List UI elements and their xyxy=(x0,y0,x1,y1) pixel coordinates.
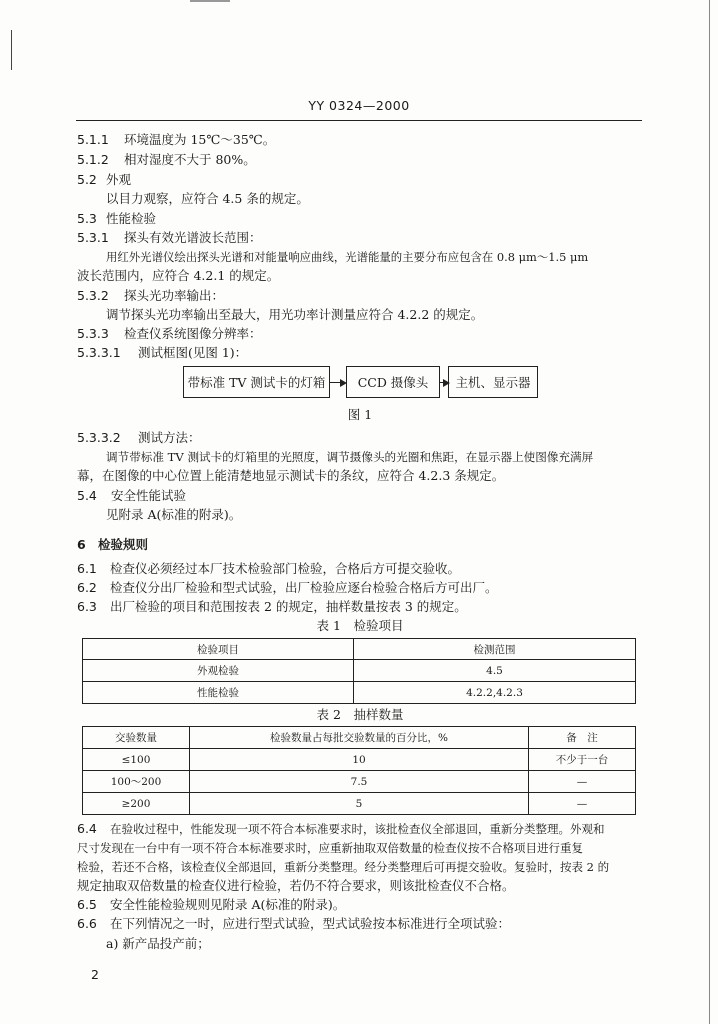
paragraph-line: 见附录 A(标准的附录)。 xyxy=(106,507,242,522)
clause-number: 5.3.3.1 xyxy=(77,345,121,360)
clause-text: 检查仪系统图像分辨率： xyxy=(124,326,262,341)
scan-edge-right xyxy=(709,0,710,1024)
clause-text: 测试框图(见图 1)： xyxy=(138,345,248,360)
chapter-number: 6 xyxy=(77,537,86,552)
paragraph-line: 幕，在图像的中心位置上能清楚地显示测试卡的条纹，应符合 4.2.3 条规定。 xyxy=(77,468,505,483)
figure-caption: 图 1 xyxy=(347,407,373,422)
clause-number: 5.3.3.2 xyxy=(77,430,121,445)
table-cell: 7.5 xyxy=(190,771,529,793)
table-cell: 10 xyxy=(190,749,529,771)
table-cell: 100～200 xyxy=(83,771,190,793)
table-cell: 4.2.2,4.2.3 xyxy=(354,682,636,704)
ccd-camera-block: CCD 摄像头 xyxy=(346,366,440,398)
clause-number: 6.5 xyxy=(77,897,97,912)
clause-number: 5.4 xyxy=(77,488,97,503)
paragraph-line: 尺寸发现在一台中有一项不符合本标准要求时，应重新抽取双倍数量的检查仪按不合格项目进行重复 xyxy=(77,841,583,855)
paragraph-line: 波长范围内，应符合 4.2.1 的规定。 xyxy=(77,268,280,283)
table-cell: 4.5 xyxy=(354,660,636,682)
clause-text: 安全性能检验规则见附录 A(标准的附录)。 xyxy=(110,897,346,912)
paragraph-line: 检验，若还不合格，该检查仪全部退回，重新分类整理。经分类整理后可再提交验收。复验时，按表 2 的 xyxy=(77,860,610,874)
clause-number: 5.3.2 xyxy=(77,288,109,303)
clause-number: 5.3.3 xyxy=(77,326,109,341)
table-cell: 性能检验 xyxy=(83,682,354,704)
clause-text: 性能检验 xyxy=(106,211,157,226)
clause-text: 探头有效光谱波长范围： xyxy=(124,230,262,245)
clause-text: 在下列情况之一时，应进行型式试验，型式试验按本标准进行全项试验： xyxy=(110,916,511,931)
clause-text: 检查仪必须经过本厂技术检验部门检验，合格后方可提交验收。 xyxy=(110,561,461,576)
clause-text: 外观 xyxy=(106,172,132,187)
clause-text: 在验收过程中，性能发现一项不符合本标准要求时，该批检查仪全部退回，重新分类整理。外观和 xyxy=(110,822,605,836)
clause-text: 探头光功率输出： xyxy=(124,288,225,303)
clause-number: 5.2 xyxy=(77,172,97,187)
arrow-to-ccd xyxy=(330,382,345,383)
table-cell: 外观检验 xyxy=(83,660,354,682)
table-header-cell: 检验项目 xyxy=(83,639,354,660)
paragraph-line: 调节探头光功率输出至最大，用光功率计测量应符合 4.2.2 的规定。 xyxy=(106,307,484,322)
paragraph-line: 调节带标准 TV 测试卡的灯箱里的光照度，调节摄像头的光圈和焦距，在显示器上使图像充满屏 xyxy=(106,450,594,464)
table-header-cell: 备 注 xyxy=(529,727,636,749)
paragraph-line: 以目力观察，应符合 4.5 条的规定。 xyxy=(106,191,309,206)
standard-number-header: YY 0324—2000 xyxy=(308,98,410,113)
table1-inspection-items xyxy=(82,638,636,704)
clause-text: 环境温度为 15℃～35℃。 xyxy=(124,132,276,147)
table-cell: — xyxy=(529,771,636,793)
table-cell: 5 xyxy=(190,793,529,815)
table-header-cell: 检测范围 xyxy=(354,639,636,660)
arrow-to-host xyxy=(440,382,448,383)
paragraph-line: 规定抽取双倍数量的检查仪进行检验，若仍不符合要求，则该批检查仪不合格。 xyxy=(77,878,515,893)
page-number: 2 xyxy=(91,967,99,982)
clause-number: 6.6 xyxy=(77,916,97,931)
table1-caption: 表 1 检验项目 xyxy=(316,618,404,633)
clause-number: 6.2 xyxy=(77,580,97,595)
table-cell: 不少于一台 xyxy=(529,749,636,771)
scan-mark-top xyxy=(190,0,230,2)
table-cell: ≤100 xyxy=(83,749,190,771)
header-rule xyxy=(76,120,642,121)
paragraph-line: 用红外光谱仪绘出探头光谱和对能量响应曲线，光谱能量的主要分布应包含在 0.8 μm～1.5 μm xyxy=(106,250,589,264)
clause-text: 相对湿度不大于 80%。 xyxy=(124,152,256,167)
clause-number: 5.1.2 xyxy=(77,152,109,167)
clause-number: 6.1 xyxy=(77,561,97,576)
table2-sampling-quantity xyxy=(82,726,636,815)
list-item: a) 新产品投产前； xyxy=(106,936,210,951)
clause-number: 5.3.1 xyxy=(77,230,109,245)
table-header-cell: 检验数量占每批交验数量的百分比，% xyxy=(190,727,529,749)
clause-text: 安全性能试验 xyxy=(111,488,187,503)
clause-text: 出厂检验的项目和范围按表 2 的规定，抽样数量按表 3 的规定。 xyxy=(110,599,467,614)
clause-number: 6.3 xyxy=(77,599,97,614)
clause-text: 测试方法： xyxy=(138,430,201,445)
lightbox-block: 带标准 TV 测试卡的灯箱 xyxy=(183,366,330,398)
table2-caption: 表 2 抽样数量 xyxy=(316,707,404,722)
clause-text: 检查仪分出厂检验和型式试验，出厂检验应逐台检验合格后方可出厂。 xyxy=(110,580,498,595)
table-header-cell: 交验数量 xyxy=(83,727,190,749)
host-display-block: 主机、显示器 xyxy=(448,366,538,398)
clause-number: 5.1.1 xyxy=(77,132,109,147)
table-cell: — xyxy=(529,793,636,815)
scan-edge-left xyxy=(11,30,12,70)
clause-number: 5.3 xyxy=(77,211,97,226)
table-cell: ≥200 xyxy=(83,793,190,815)
chapter-title: 检验规则 xyxy=(98,537,149,552)
clause-number: 6.4 xyxy=(77,821,97,836)
